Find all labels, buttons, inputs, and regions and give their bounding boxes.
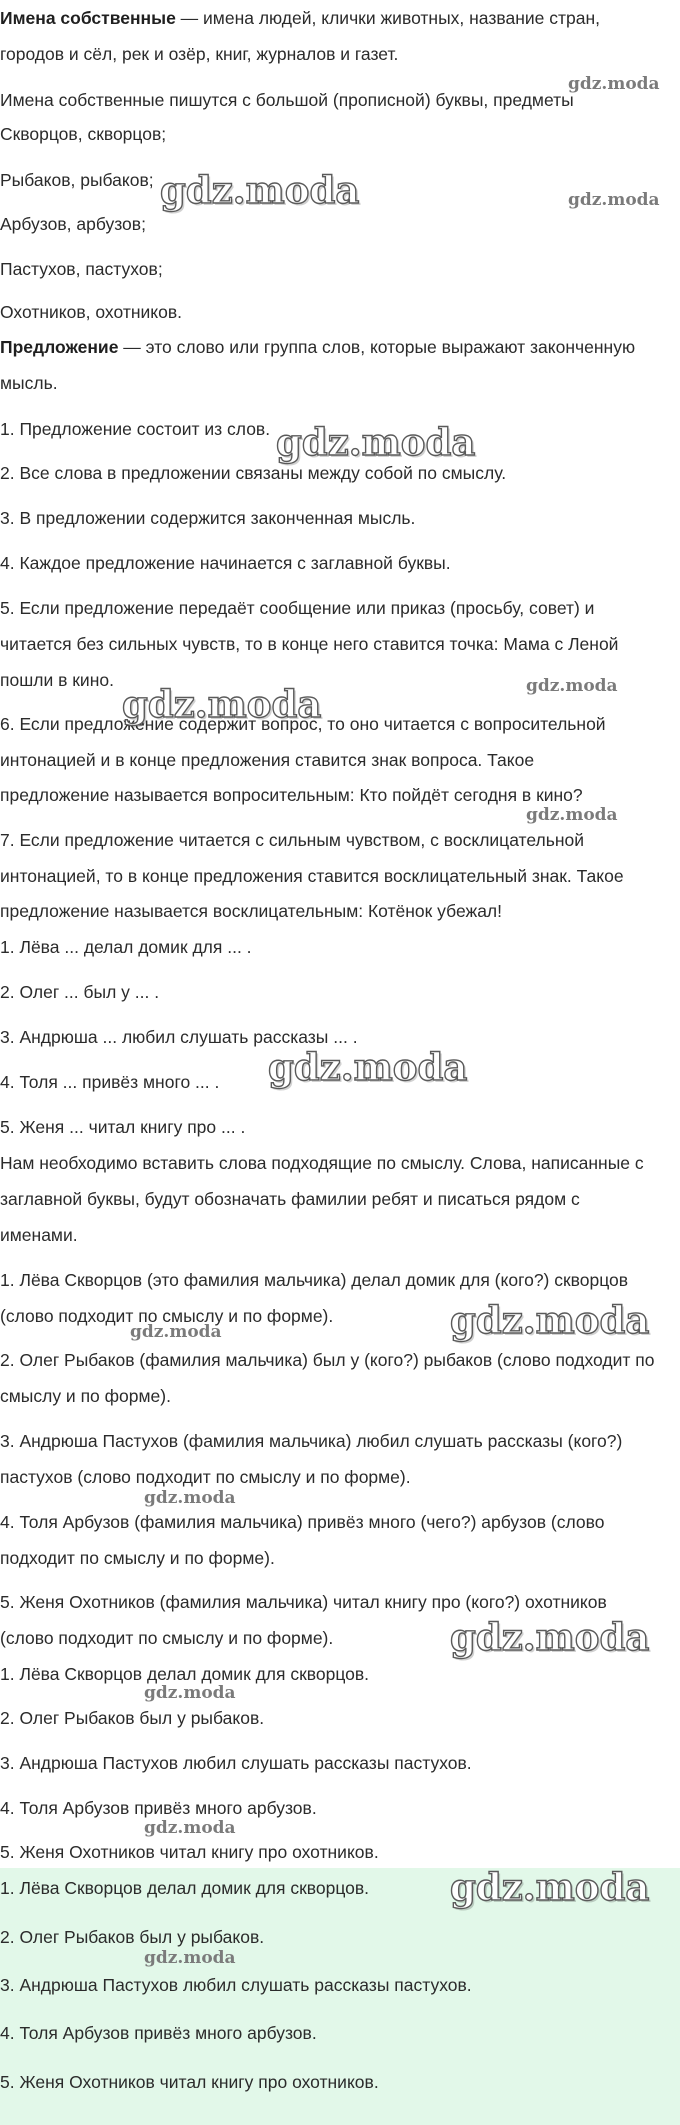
sentence-definition-cont: мысль. xyxy=(0,373,58,393)
rule-line: 6. Если предложение содержит вопрос, то оно читается с вопросительной xyxy=(0,714,606,734)
rule-line: 4. Каждое предложение начинается с заглавной буквы. xyxy=(0,553,451,573)
watermark-small: gdz.moda xyxy=(526,805,618,825)
rule-line: 7. Если предложение читается с сильным чувством, с восклицательной xyxy=(0,830,585,850)
result-line: 5. Женя Охотников читал книгу про охотников. xyxy=(0,1842,379,1862)
task-line: 1. Лёва ... делал домик для ... . xyxy=(0,937,252,957)
watermark-large: gdz.moda xyxy=(450,1865,650,1909)
analysis-line: 2. Олег Рыбаков (фамилия мальчика) был у (кого?) рыбаков (слово подходит по xyxy=(0,1350,655,1370)
watermark-small: gdz.moda xyxy=(144,1683,236,1703)
proper-nouns-definition: Имена собственные — имена людей, клички животных, название стран, xyxy=(0,8,600,28)
rule-line: интонацией, то в конце предложения ставится восклицательный знак. Такое xyxy=(0,866,624,886)
rule-line: 1. Предложение состоит из слов. xyxy=(0,419,271,439)
analysis-line: 5. Женя Охотников (фамилия мальчика) читал книгу про (кого?) охотников xyxy=(0,1592,607,1612)
capital-rule: Имена собственные пишутся с большой (прописной) буквы, предметы xyxy=(0,90,574,110)
rule-line: пошли в кино. xyxy=(0,670,114,690)
watermark-large: gdz.moda xyxy=(276,420,476,464)
proper-nouns-term: Имена собственные xyxy=(0,8,176,28)
watermark-large: gdz.moda xyxy=(160,168,360,212)
result-line: 1. Лёва Скворцов делал домик для скворцов. xyxy=(0,1664,370,1684)
watermark-small: gdz.moda xyxy=(568,74,660,94)
result-line: 2. Олег Рыбаков был у рыбаков. xyxy=(0,1708,265,1728)
analysis-line: 3. Андрюша Пастухов (фамилия мальчика) любил слушать рассказы (кого?) xyxy=(0,1431,623,1451)
answer-line: 2. Олег Рыбаков был у рыбаков. xyxy=(0,1927,265,1947)
watermark-small: gdz.moda xyxy=(144,1948,236,1968)
answer-line: 3. Андрюша Пастухов любил слушать рассказы пастухов. xyxy=(0,1975,472,1995)
analysis-line: 4. Толя Арбузов (фамилия мальчика) привёз много (чего?) арбузов (слово xyxy=(0,1512,605,1532)
answer-line: 1. Лёва Скворцов делал домик для скворцов. xyxy=(0,1878,370,1898)
analysis-line: 1. Лёва Скворцов (это фамилия мальчика) делал домик для (кого?) скворцов xyxy=(0,1270,629,1290)
explanation-line: заглавной буквы, будут обозначать фамилии ребят и писаться рядом с xyxy=(0,1189,580,1209)
watermark-small: gdz.moda xyxy=(144,1818,236,1838)
pair-line: Скворцов, скворцов; xyxy=(0,124,167,144)
rule-line: предложение называется вопросительным: Кто пойдёт сегодня в кино? xyxy=(0,785,583,805)
result-line: 4. Толя Арбузов привёз много арбузов. xyxy=(0,1798,317,1818)
result-line: 3. Андрюша Пастухов любил слушать рассказы пастухов. xyxy=(0,1753,472,1773)
analysis-line: подходит по смыслу и по форме). xyxy=(0,1548,275,1568)
pair-line: Арбузов, арбузов; xyxy=(0,214,146,234)
rule-line: 2. Все слова в предложении связаны между собой по смыслу. xyxy=(0,463,507,483)
analysis-line: (слово подходит по смыслу и по форме). xyxy=(0,1306,334,1326)
rule-line: интонацией и в конце предложения ставится знак вопроса. Такое xyxy=(0,750,535,770)
answer-line: 5. Женя Охотников читал книгу про охотников. xyxy=(0,2072,379,2092)
task-line: 2. Олег ... был у ... . xyxy=(0,982,160,1002)
sentence-definition: Предложение — это слово или группа слов, которые выражают законченную xyxy=(0,337,636,357)
rule-line: предложение называется восклицательным: Котёнок убежал! xyxy=(0,901,502,921)
rule-line: 5. Если предложение передаёт сообщение или приказ (просьбу, совет) и xyxy=(0,598,595,618)
task-line: 5. Женя ... читал книгу про ... . xyxy=(0,1117,246,1137)
watermark-large: gdz.moda xyxy=(450,1298,650,1342)
pair-line: Рыбаков, рыбаков; xyxy=(0,170,154,190)
watermark-large: gdz.moda xyxy=(450,1615,650,1659)
pair-line: Охотников, охотников. xyxy=(0,302,183,322)
rule-line: 3. В предложении содержится законченная мысль. xyxy=(0,508,416,528)
watermark-small: gdz.moda xyxy=(130,1322,222,1342)
watermark-large: gdz.moda xyxy=(268,1045,468,1089)
watermark-small: gdz.moda xyxy=(568,190,660,210)
watermark-large: gdz.moda xyxy=(122,682,322,726)
pair-line: Пастухов, пастухов; xyxy=(0,259,163,279)
sentence-term: Предложение xyxy=(0,337,119,357)
explanation-line: именами. xyxy=(0,1225,78,1245)
analysis-line: (слово подходит по смыслу и по форме). xyxy=(0,1628,334,1648)
task-line: 3. Андрюша ... любил слушать рассказы ... . xyxy=(0,1027,358,1047)
analysis-line: смыслу и по форме). xyxy=(0,1386,171,1406)
watermark-small: gdz.moda xyxy=(526,676,618,696)
watermark-small: gdz.moda xyxy=(144,1488,236,1508)
task-line: 4. Толя ... привёз много ... . xyxy=(0,1072,220,1092)
rule-line: читается без сильных чувств, то в конце него ставится точка: Мама с Леной xyxy=(0,634,619,654)
answer-line: 4. Толя Арбузов привёз много арбузов. xyxy=(0,2023,317,2043)
analysis-line: пастухов (слово подходит по смыслу и по форме). xyxy=(0,1467,411,1487)
explanation-line: Нам необходимо вставить слова подходящие по смыслу. Слова, написанные с xyxy=(0,1153,644,1173)
proper-nouns-definition-cont: городов и сёл, рек и озёр, книг, журналов и газет. xyxy=(0,44,399,64)
